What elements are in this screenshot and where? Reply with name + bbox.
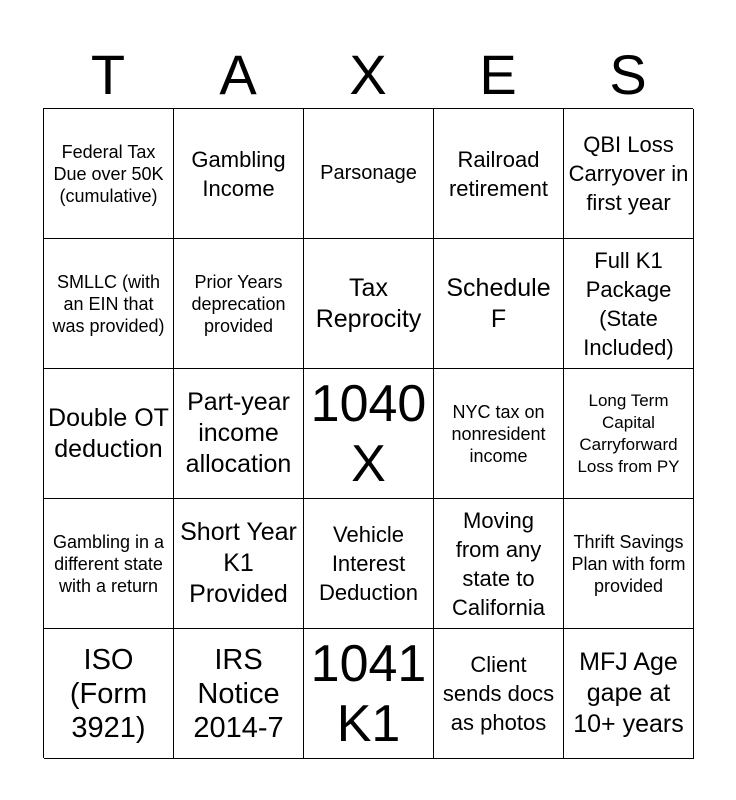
bingo-cell[interactable]: Railroad retirement: [434, 109, 564, 239]
bingo-cell[interactable]: Parsonage: [304, 109, 434, 239]
bingo-cell[interactable]: MFJ Age gape at 10+ years: [564, 629, 694, 759]
bingo-cell[interactable]: Schedule F: [434, 239, 564, 369]
bingo-cell[interactable]: IRS Notice 2014-7: [174, 629, 304, 759]
title-letter-t: T: [90, 43, 126, 106]
bingo-title: [43, 42, 693, 108]
bingo-cell[interactable]: Long Term Capital Carryforward Loss from PY: [564, 369, 694, 499]
bingo-cell[interactable]: Prior Years deprecation provided: [174, 239, 304, 369]
bingo-cell[interactable]: Part-year income allocation: [174, 369, 304, 499]
bingo-cell[interactable]: SMLLC (with an EIN that was provided): [44, 239, 174, 369]
bingo-cell[interactable]: NYC tax on nonresident income: [434, 369, 564, 499]
bingo-cell[interactable]: Moving from any state to California: [434, 499, 564, 629]
bingo-cell[interactable]: Vehicle Interest Deduction: [304, 499, 434, 629]
bingo-cell[interactable]: Double OT deduction: [44, 369, 174, 499]
bingo-cell[interactable]: Client sends docs as photos: [434, 629, 564, 759]
bingo-cell[interactable]: 1041 K1: [304, 629, 434, 759]
title-letter-e: E: [479, 43, 517, 106]
title-letter-x: X: [349, 43, 387, 106]
bingo-cell[interactable]: Thrift Savings Plan with form provided: [564, 499, 694, 629]
bingo-cell[interactable]: Federal Tax Due over 50K (cumulative): [44, 109, 174, 239]
bingo-cell[interactable]: Gambling Income: [174, 109, 304, 239]
bingo-board: [43, 108, 693, 758]
title-letter-a: A: [219, 43, 257, 106]
bingo-cell[interactable]: Gambling in a different state with a return: [44, 499, 174, 629]
bingo-cell[interactable]: QBI Loss Carryover in first year: [564, 109, 694, 239]
title-letter-s: S: [609, 43, 647, 106]
bingo-cell[interactable]: Tax Reprocity: [304, 239, 434, 369]
bingo-cell[interactable]: ISO (Form 3921): [44, 629, 174, 759]
bingo-cell[interactable]: Short Year K1 Provided: [174, 499, 304, 629]
bingo-cell[interactable]: 1040 X: [304, 369, 434, 499]
bingo-cell[interactable]: Full K1 Package (State Included): [564, 239, 694, 369]
